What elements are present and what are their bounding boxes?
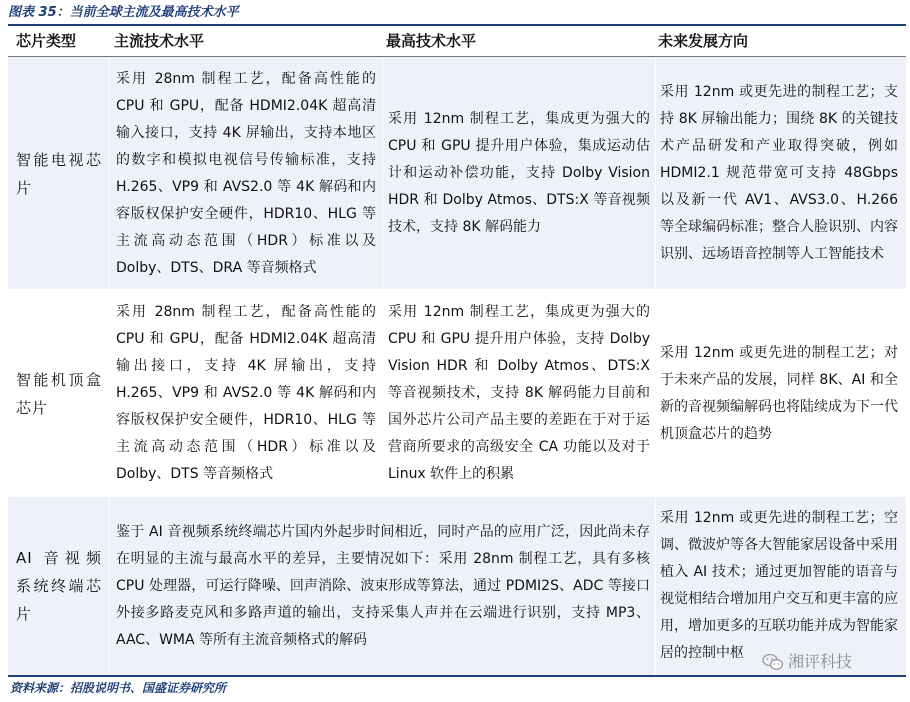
header-future: 未来发展方向: [658, 32, 749, 50]
future-cell: [656, 57, 902, 290]
watermark: [762, 651, 852, 673]
bottom-rule: [8, 675, 906, 677]
merged-level-text: 鉴于 AI 音视频系统终端芯片国内外起步时间相近，同时产品的应用广泛，因此尚未存在明显的主流与最高水平的差异，主要情况如下：采用 28nm 制程工艺，具有多核 CPU 处理器，可运行降噪、回声消除、波束形成等算法，通过 PDMI2S、ADC 等接口外接多路麦克风和多路声道的输出，支持采集人声并在云端进行识别，支持 MP3、AAC、WMA 等所有主流音频格式的解码: [116, 523, 650, 648]
future-text: 采用 12nm 或更先进的制程工艺；空调、微波炉等各大智能家居设备中采用植入 AI 技术；通过更加智能的语音与视觉相结合增加用户交互和更丰富的应用，增加更多的互联功能并成为智能家居的控制中枢: [660, 510, 898, 661]
chip-type-label: AI 音视频系统终端芯片: [16, 549, 102, 623]
highest-text: 采用 12nm 制程工艺，集成更为强大的 CPU 和 GPU 提升用户体验，支持 Dolby Vision HDR 和 Dolby Atmos、DTS:X 等音视频技术，支持 8K 解码能力目前和国外芯片公司产品主要的差距在于对于运营商所要求的高级安全 CA 功能以及对于 Linux 软件上的积累: [388, 304, 650, 482]
mainstream-cell: [112, 290, 380, 497]
mainstream-text: 采用 28nm 制程工艺，配备高性能的 CPU 和 GPU，配备 HDMI2.04K 超高清输出接口，支持 4K 屏输出，支持 H.265、VP9 和 AVS2.0 等 4K 解码和内容版权保护安全硬件，HDR10、HLG 等主流高动态范围（HDR）标准以及 Dolby、DTS 等音频格式: [116, 304, 376, 482]
future-cell: [656, 497, 902, 675]
chip-type-cell: [12, 57, 106, 290]
chip-type-cell: [12, 497, 106, 675]
header-highest: 最高技术水平: [386, 32, 477, 50]
chip-type-label: 智能电视芯片: [16, 150, 102, 197]
highest-cell: [384, 290, 654, 497]
table-row: [8, 57, 906, 290]
wechat-icon: [762, 653, 784, 671]
future-text: 采用 12nm 或更先进的制程工艺；支持 8K 屏输出能力；围绕 8K 的关键技术产品研发和产业取得突破，例如 HDMI2.1 规范带宽可支持 48Gbps 以及新一代 AV1、AVS3.0、H.266 等全球编码标准；整合人脸识别、内容识别、远场语音控制等人工智能技术: [660, 84, 898, 262]
merged-level-cell: [112, 497, 654, 675]
future-cell: [656, 290, 902, 497]
chip-type-label: 智能机顶盒芯片: [16, 370, 102, 417]
watermark-text: 湘评科技: [788, 652, 853, 671]
highest-cell: [384, 57, 654, 290]
header-mainstream: 主流技术水平: [114, 32, 205, 50]
table-caption: 图表 35：当前全球主流及最高技术水平: [8, 5, 239, 20]
mainstream-text: 采用 28nm 制程工艺，配备高性能的 CPU 和 GPU，配备 HDMI2.04K 超高清输入接口，支持 4K 屏输出，支持本地区的数字和模拟电视信号传输标准，支持 H.265、VP9 和 AVS2.0 等 4K 解码和内容版权保护安全硬件，HDR10、HLG 等主流高动态范围（HDR）标准以及 Dolby、DTS、DRA 等音频格式: [116, 70, 376, 276]
table-row: [8, 290, 906, 497]
table-row: [8, 497, 906, 675]
source-footer: 资料来源：招股说明书、国盛证券研究所: [10, 681, 227, 695]
mainstream-cell: [112, 57, 380, 290]
chip-type-cell: [12, 290, 106, 497]
header-chip-type: 芯片类型: [16, 32, 77, 50]
future-text: 采用 12nm 或更先进的制程工艺；对于未来产品的发展，同样 8K、AI 和全新的音视频编解码也将陆续成为下一代机顶盒芯片的趋势: [660, 344, 898, 442]
highest-text: 采用 12nm 制程工艺，集成更为强大的 CPU 和 GPU 提升用户体验，集成运动估计和运动补偿功能，支持 Dolby Vision HDR 和 Dolby Atmos、DTS:X 等音视频技术，支持 8K 解码能力: [388, 111, 650, 235]
